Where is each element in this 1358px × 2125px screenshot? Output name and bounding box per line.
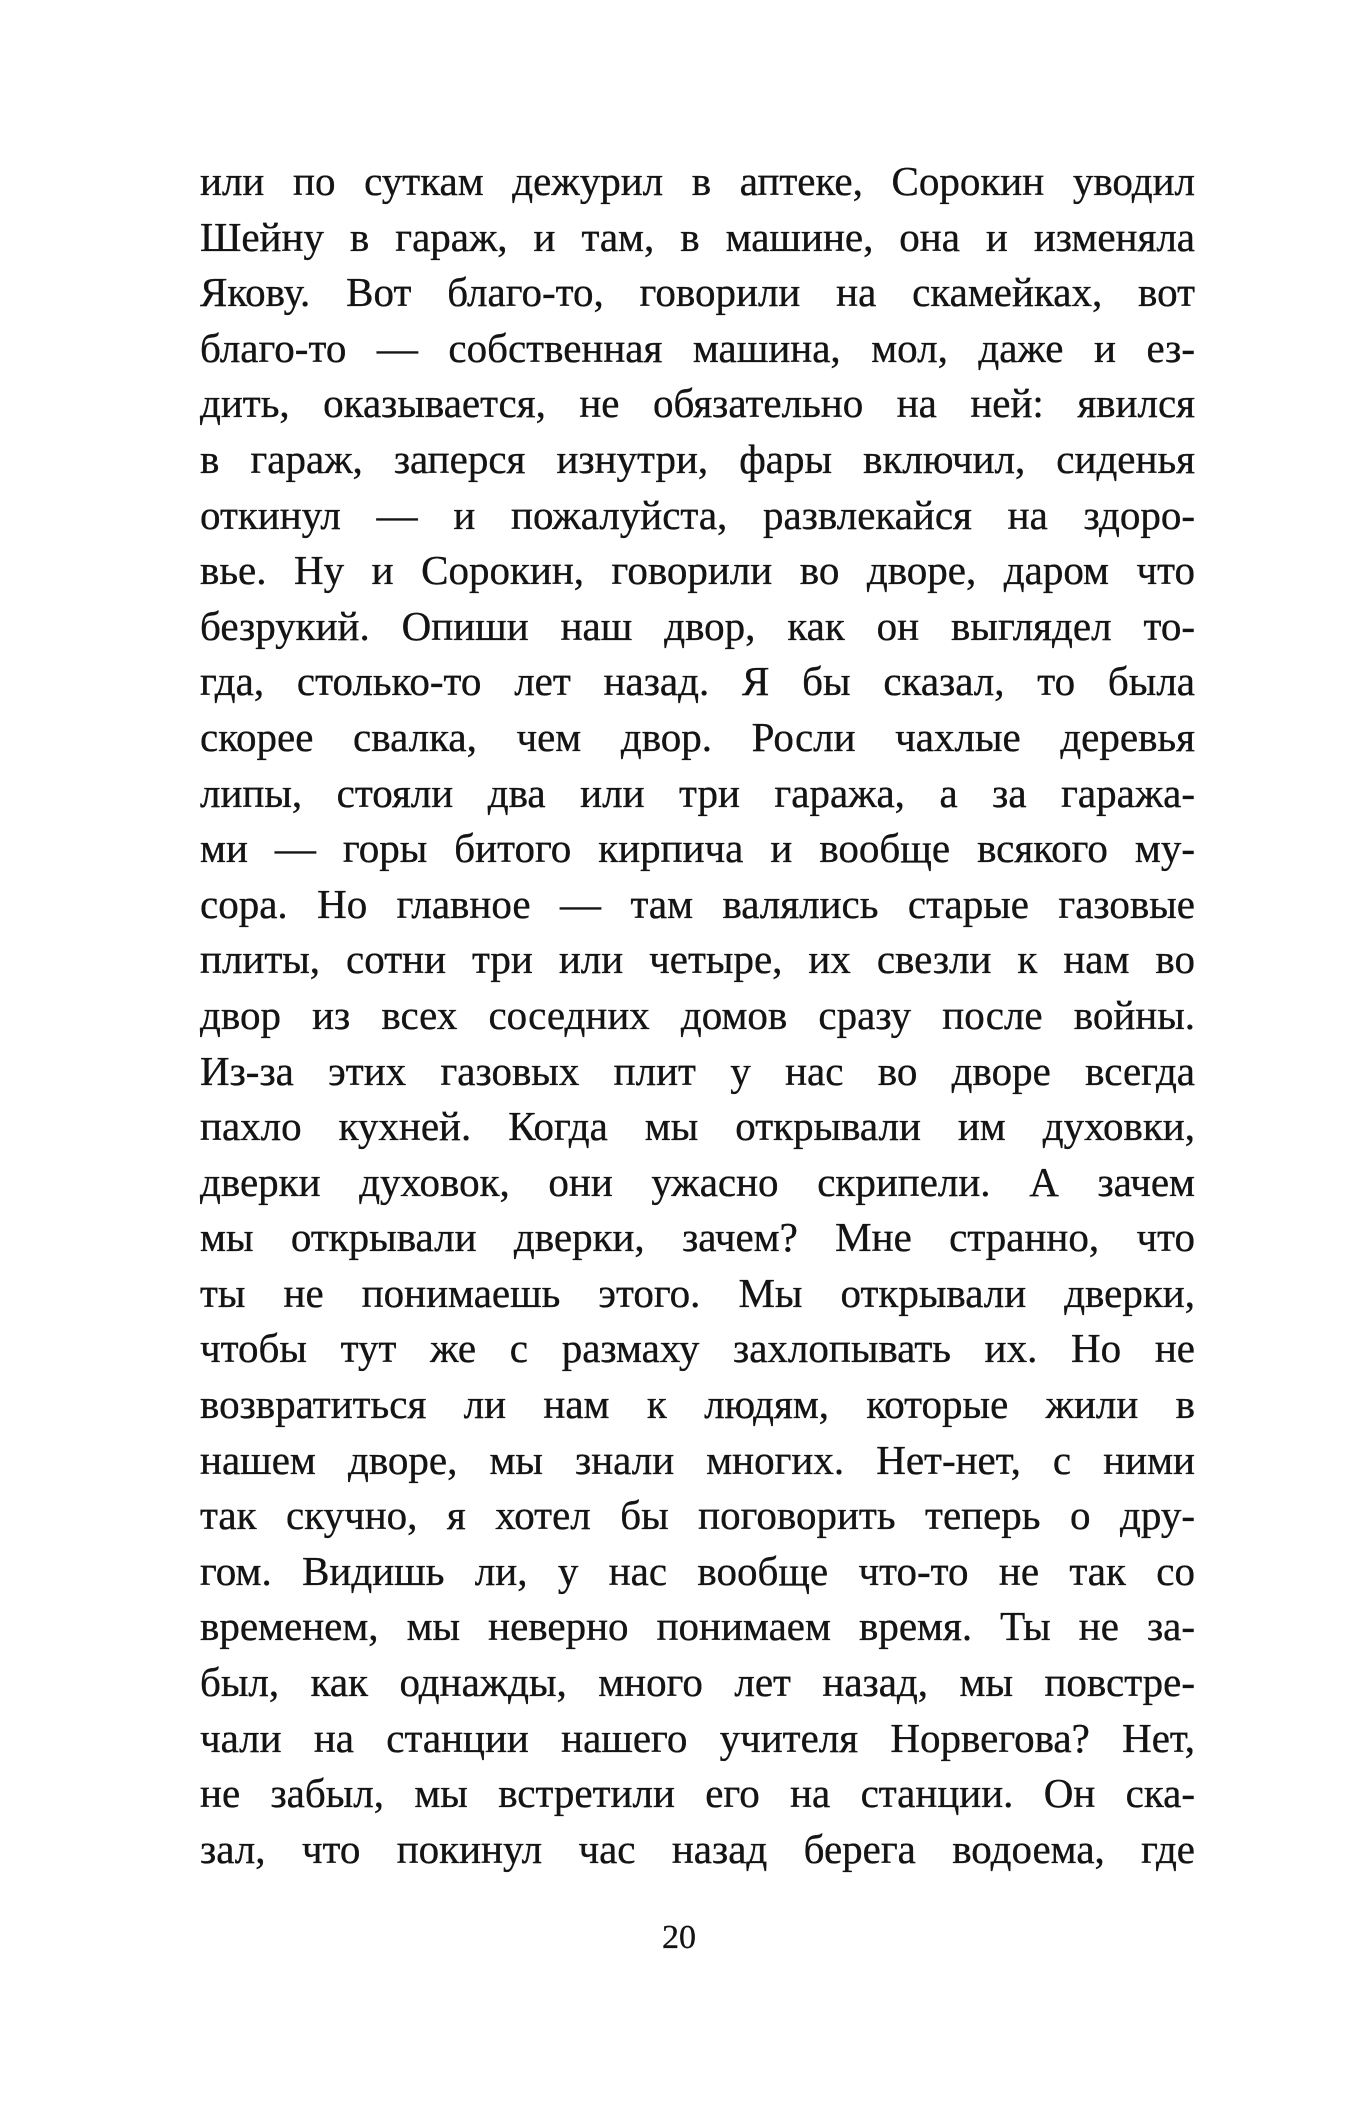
- text-line: не забыл, мы встретили его на станции. Он ска-: [200, 1770, 1195, 1817]
- text-line: так скучно, я хотел бы поговорить теперь о дру-: [200, 1492, 1195, 1539]
- text-line: скорее свалка, чем двор. Росли чахлые деревья: [200, 713, 1195, 760]
- body-text: [200, 154, 1195, 1877]
- text-line: чали на станции нашего учителя Норвегова? Нет,: [200, 1714, 1195, 1761]
- text-line: Якову. Вот благо-то, говорили на скамейках, вот: [200, 269, 1195, 316]
- text-line: временем, мы неверно понимаем время. Ты не за-: [200, 1603, 1195, 1650]
- text-line: гда, столько-то лет назад. Я бы сказал, то была: [200, 658, 1195, 705]
- page-number: 20: [662, 1919, 696, 1956]
- text-line: пахло кухней. Когда мы открывали им духовки,: [200, 1103, 1195, 1150]
- text-line: откинул — и пожалуйста, развлекайся на здоро-: [200, 491, 1195, 538]
- text-line: ми — горы битого кирпича и вообще всякого му-: [200, 825, 1195, 872]
- text-line: вье. Ну и Сорокин, говорили во дворе, даром что: [200, 547, 1195, 594]
- text-line: или по суткам дежурил в аптеке, Сорокин уводил: [200, 158, 1195, 204]
- text-line: был, как однажды, много лет назад, мы повстре-: [200, 1659, 1195, 1706]
- text-line: безрукий. Опиши наш двор, как он выглядел то-: [200, 602, 1195, 649]
- text-line: сора. Но главное — там валялись старые газовые: [200, 880, 1195, 927]
- text-line: дить, оказывается, не обязательно на ней: явился: [200, 380, 1195, 427]
- text-line: в гараж, заперся изнутри, фары включил, сиденья: [200, 435, 1195, 482]
- text-line: мы открывали дверки, зачем? Мне странно, что: [200, 1214, 1195, 1261]
- text-line: благо-то — собственная машина, мол, даже и ез-: [200, 324, 1195, 371]
- text-line: нашем дворе, мы знали многих. Нет-нет, с ними: [200, 1436, 1195, 1483]
- text-line: ты не понимаешь этого. Мы открывали дверки,: [200, 1269, 1195, 1316]
- text-line: дверки духовок, они ужасно скрипели. А зачем: [200, 1158, 1195, 1205]
- text-line: двор из всех соседних домов сразу после войны.: [200, 991, 1195, 1038]
- text-line: липы, стояли два или три гаража, а за гаража-: [200, 769, 1195, 816]
- text-line: гом. Видишь ли, у нас вообще что-то не так со: [200, 1547, 1195, 1594]
- text-line: Из-за этих газовых плит у нас во дворе всегда: [200, 1047, 1195, 1094]
- text-line: возвратиться ли нам к людям, которые жили в: [200, 1381, 1195, 1428]
- text-line: Шейну в гараж, и там, в машине, она и изменяла: [200, 213, 1195, 260]
- text-line: зал, что покинул час назад берега водоема, где: [200, 1825, 1195, 1872]
- text-line: чтобы тут же с размаху захлопывать их. Но не: [200, 1325, 1195, 1372]
- text-line: плиты, сотни три или четыре, их свезли к нам во: [200, 936, 1195, 983]
